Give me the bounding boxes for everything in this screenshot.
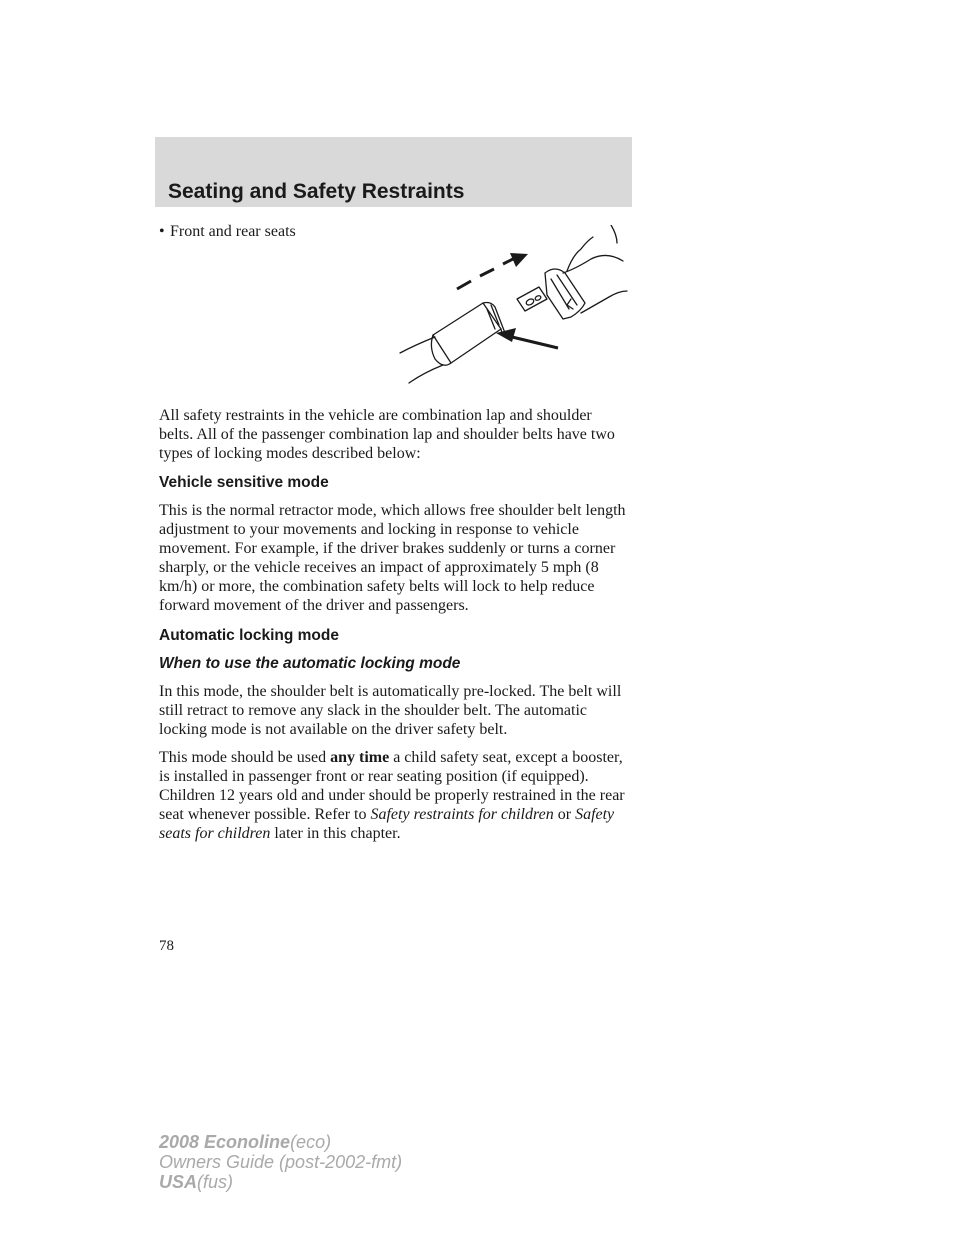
footer-line-2: Owners Guide (post-2002-fmt) bbox=[159, 1152, 403, 1172]
footer-model: 2008 Econoline bbox=[159, 1132, 291, 1152]
page-title: Seating and Safety Restraints bbox=[168, 180, 465, 203]
footer-market: USA bbox=[159, 1172, 198, 1192]
document-footer bbox=[159, 1132, 402, 1192]
heading-vehicle-sensitive-mode: Vehicle sensitive mode bbox=[159, 474, 329, 491]
usage-bold-any-time: any time bbox=[330, 749, 390, 766]
usage-text-2: a child safety seat, except a booster, is installed in passenger front or rear seating position (if equipped). Children 12 years old and under should be properly restrained in the rear seat whenever possible. Refer to bbox=[159, 749, 625, 823]
subheading-when-to-use: When to use the automatic locking mode bbox=[159, 655, 461, 672]
footer-line-3 bbox=[159, 1172, 402, 1192]
bullet-text: Front and rear seats bbox=[170, 223, 296, 240]
reference-safety-seats-for-children: Safety seats for children bbox=[159, 806, 615, 842]
page-number: 78 bbox=[159, 938, 174, 954]
bullet-marker: • bbox=[159, 223, 165, 240]
footer-line-1 bbox=[159, 1132, 402, 1152]
usage-text-4: later in this chapter. bbox=[274, 825, 401, 842]
heading-automatic-locking-mode: Automatic locking mode bbox=[159, 627, 339, 644]
usage-text-3: or bbox=[557, 806, 572, 823]
footer-model-code: (eco) bbox=[290, 1132, 332, 1152]
body-content bbox=[159, 222, 639, 843]
usage-paragraph bbox=[159, 748, 631, 843]
usage-text-1: This mode should be used bbox=[159, 749, 327, 766]
footer-market-code: (fus) bbox=[197, 1172, 234, 1192]
reference-safety-restraints-for-children: Safety restraints for children bbox=[370, 806, 554, 823]
vehicle-mode-paragraph: This is the normal retractor mode, which allows free shoulder belt length adjustment to your movements and locking in response to vehicle movement. For example, if the driver brakes suddenly or turns a corner sharply, or the vehicle receives an impact of approximately 5 mph (8 km/h) or more, the combination safety belts will lock to help reduce forward movement of the driver and passengers. bbox=[159, 502, 626, 614]
bullet-item bbox=[159, 222, 639, 241]
automatic-mode-paragraph: In this mode, the shoulder belt is automatically pre-locked. The belt will still retract to remove any slack in the shoulder belt. The automatic locking mode is not available on the driver safety belt. bbox=[159, 683, 622, 738]
intro-paragraph: All safety restraints in the vehicle are combination lap and shoulder belts. All of the passenger combination lap and shoulder belts have two types of locking modes described below: bbox=[159, 407, 615, 462]
